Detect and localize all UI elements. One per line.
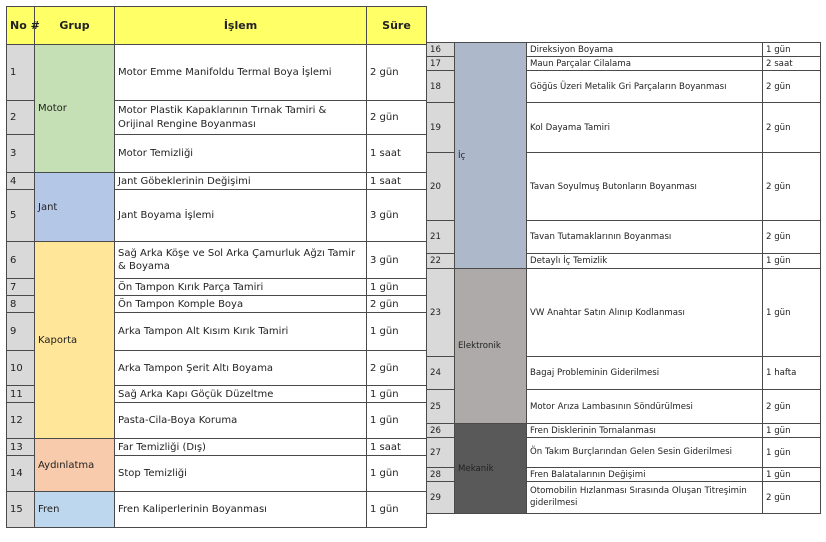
duration-cell: 2 gün <box>367 45 427 101</box>
group-motor: Motor <box>35 45 115 173</box>
row-number: 10 <box>7 351 35 386</box>
table-row <box>7 492 427 528</box>
group-kaporta: Kaporta <box>35 242 115 439</box>
row-number: 20 <box>427 153 455 221</box>
row-number: 21 <box>427 221 455 254</box>
task-cell: Far Temizliği (Dış) <box>115 439 367 456</box>
task-cell: Arka Tampon Alt Kısım Kırık Tamiri <box>115 313 367 351</box>
header-row <box>7 7 427 45</box>
row-number: 17 <box>427 57 455 71</box>
task-cell: Motor Plastik Kapaklarının Tırnak Tamiri & Orijinal Rengine Boyanması <box>115 101 367 135</box>
duration-cell: 2 gün <box>367 101 427 135</box>
task-cell: Fren Kaliperlerinin Boyanması <box>115 492 367 528</box>
task-cell: Fren Disklerinin Tornalanması <box>527 424 763 438</box>
group-mekanik: Mekanik <box>455 424 527 514</box>
task-cell: Otomobilin Hızlanması Sırasında Oluşan Titreşimin giderilmesi <box>527 482 763 514</box>
group-ic: İç <box>455 43 527 269</box>
table-row <box>427 424 821 438</box>
task-cell: Motor Emme Manifoldu Termal Boya İşlemi <box>115 45 367 101</box>
task-cell: Pasta-Cila-Boya Koruma <box>115 403 367 439</box>
group-fren: Fren <box>35 492 115 528</box>
row-number: 26 <box>427 424 455 438</box>
row-number: 6 <box>7 242 35 279</box>
duration-cell: 2 gün <box>763 71 821 103</box>
duration-cell: 2 gün <box>367 296 427 313</box>
row-number: 12 <box>7 403 35 439</box>
task-cell: Motor Arıza Lambasının Söndürülmesi <box>527 390 763 424</box>
maintenance-table-right <box>426 42 821 514</box>
task-cell: Sağ Arka Kapı Göçük Düzeltme <box>115 386 367 403</box>
row-number: 7 <box>7 279 35 296</box>
duration-cell: 1 gün <box>367 492 427 528</box>
task-cell: Maun Parçalar Cilalama <box>527 57 763 71</box>
group-elektronik: Elektronik <box>455 269 527 424</box>
task-cell: VW Anahtar Satın Alınıp Kodlanması <box>527 269 763 357</box>
task-cell: Stop Temizliği <box>115 456 367 492</box>
row-number: 18 <box>427 71 455 103</box>
row-number: 22 <box>427 254 455 269</box>
row-number: 9 <box>7 313 35 351</box>
task-cell: Ön Takım Burçlarından Gelen Sesin Giderilmesi <box>527 438 763 468</box>
duration-cell: 1 gün <box>763 438 821 468</box>
row-number: 15 <box>7 492 35 528</box>
row-number: 13 <box>7 439 35 456</box>
task-cell: Arka Tampon Şerit Altı Boyama <box>115 351 367 386</box>
duration-cell: 1 gün <box>367 456 427 492</box>
duration-cell: 1 hafta <box>763 357 821 390</box>
duration-cell: 3 gün <box>367 242 427 279</box>
task-cell: Ön Tampon Kırık Parça Tamiri <box>115 279 367 296</box>
table-row <box>427 43 821 57</box>
task-cell: Tavan Soyulmuş Butonların Boyanması <box>527 153 763 221</box>
header-group: Grup <box>35 7 115 45</box>
row-number: 2 <box>7 101 35 135</box>
task-cell: Detaylı İç Temizlik <box>527 254 763 269</box>
row-number: 5 <box>7 190 35 242</box>
duration-cell: 1 gün <box>367 403 427 439</box>
duration-cell: 1 gün <box>367 313 427 351</box>
duration-cell: 1 saat <box>367 439 427 456</box>
duration-cell: 2 gün <box>763 390 821 424</box>
header-task: İşlem <box>115 7 367 45</box>
duration-cell: 1 gün <box>763 254 821 269</box>
duration-cell: 2 gün <box>763 482 821 514</box>
row-number: 23 <box>427 269 455 357</box>
duration-cell: 2 gün <box>763 221 821 254</box>
row-number: 3 <box>7 135 35 173</box>
table-row <box>7 45 427 101</box>
task-cell: Motor Temizliği <box>115 135 367 173</box>
row-number: 27 <box>427 438 455 468</box>
row-number: 1 <box>7 45 35 101</box>
row-number: 11 <box>7 386 35 403</box>
duration-cell: 2 saat <box>763 57 821 71</box>
task-cell: Tavan Tutamaklarının Boyanması <box>527 221 763 254</box>
row-number: 16 <box>427 43 455 57</box>
duration-cell: 1 gün <box>763 269 821 357</box>
duration-cell: 2 gün <box>763 153 821 221</box>
row-number: 29 <box>427 482 455 514</box>
header-duration: Süre <box>367 7 427 45</box>
row-number: 24 <box>427 357 455 390</box>
task-cell: Direksiyon Boyama <box>527 43 763 57</box>
duration-cell: 1 saat <box>367 135 427 173</box>
task-cell: Bagaj Probleminin Giderilmesi <box>527 357 763 390</box>
duration-cell: 1 gün <box>763 43 821 57</box>
row-number: 19 <box>427 103 455 153</box>
duration-cell: 1 gün <box>763 424 821 438</box>
task-cell: Fren Balatalarının Değişimi <box>527 468 763 482</box>
task-cell: Ön Tampon Komple Boya <box>115 296 367 313</box>
table-row <box>427 269 821 357</box>
row-number: 14 <box>7 456 35 492</box>
task-cell: Sağ Arka Köşe ve Sol Arka Çamurluk Ağzı Tamir & Boyama <box>115 242 367 279</box>
header-no: No # <box>7 7 35 45</box>
duration-cell: 1 saat <box>367 173 427 190</box>
duration-cell: 1 gün <box>367 279 427 296</box>
task-cell: Göğüs Üzeri Metalik Gri Parçaların Boyanması <box>527 71 763 103</box>
group-aydinlatma: Aydınlatma <box>35 439 115 492</box>
duration-cell: 1 gün <box>367 386 427 403</box>
table-row <box>7 173 427 190</box>
duration-cell: 2 gün <box>367 351 427 386</box>
task-cell: Jant Boyama İşlemi <box>115 190 367 242</box>
task-cell: Jant Göbeklerinin Değişimi <box>115 173 367 190</box>
duration-cell: 1 gün <box>763 468 821 482</box>
row-number: 28 <box>427 468 455 482</box>
task-cell: Kol Dayama Tamiri <box>527 103 763 153</box>
row-number: 25 <box>427 390 455 424</box>
table-row <box>7 242 427 279</box>
group-jant: Jant <box>35 173 115 242</box>
table-row <box>7 439 427 456</box>
duration-cell: 3 gün <box>367 190 427 242</box>
maintenance-table-left <box>6 6 427 528</box>
duration-cell: 2 gün <box>763 103 821 153</box>
row-number: 8 <box>7 296 35 313</box>
row-number: 4 <box>7 173 35 190</box>
